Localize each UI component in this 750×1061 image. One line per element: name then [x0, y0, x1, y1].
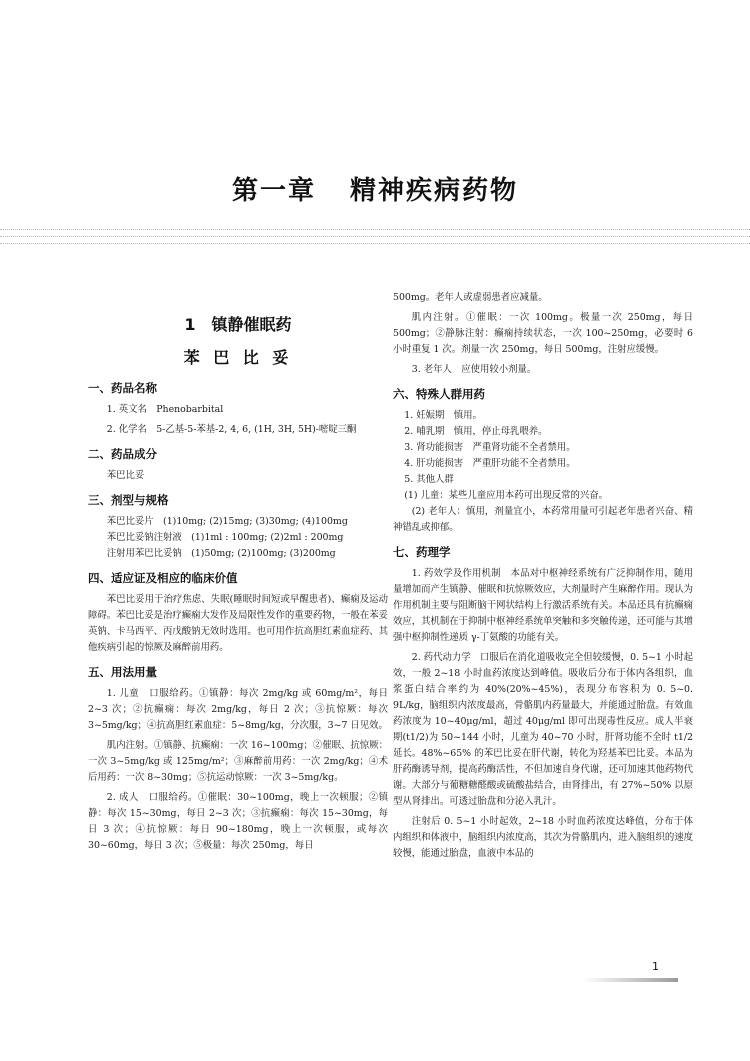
dosage-adult-im: 肌内注射。①催眠：一次 100mg。极量一次 250mg，每日 500mg；②静脉注射：癫痫持续状态，一次 100~250mg，必要时 6 小时重复 1 次。剂量一次 250mg，每日 500mg，注射应缓慢。 [393, 312, 693, 355]
ingredient-text: 苯巴比妥 [106, 470, 145, 481]
dosage-adult-oral: 2. 成人 口服给药。①催眠：30~100mg，晚上一次顿服；②镇静：每次 15~30mg，每日 2~3 次；③抗癫痫：每次 15~30mg，每日 3 次；④抗惊厥：每日 90~180mg，晚上一次顿服，或每次 30~60mg，每日 3 次；⑤极量：每次 250mg，每日 [88, 792, 388, 851]
right-column [393, 290, 693, 866]
indications-text: 苯巴比妥用于治疗焦虑、失眠(睡眠时间短或早醒患者)、癫痫及运动障碍。苯巴比妥是治疗癫痫大发作及局限性发作的重要药物，一般在苯妥英钠、卡马西平、丙戊酸钠无效时选用。也可用作抗高胆红素血症药、其他疾病引起的惊厥及麻醉前用药。 [88, 594, 389, 653]
header-rule [0, 243, 750, 244]
pharmacokinetics-text: 2. 药代动力学 口服后在消化道吸收完全但较缓慢，0. 5~1 小时起效，一般 2~18 小时血药浓度达到峰值。吸收后分布于体内各组织，血浆蛋白结合率约为 40%(20%~45%)，表现分布容积为 0. 5~0. 9L/kg，脑组织内浓度最高，骨骼肌内药量最大，并能通过胎盘。有效血药浓度为 10~40μg/ml，超过 40μg/ml 即可出现毒性反应。成人半衰期(t1/2)为 50~144 小时，儿童为 40~70 小时，肝肾功能不全时 t1/2 延长。48%~65% 的苯巴比妥在肝代谢，转化为羟基苯巴比妥。本品为肝药酶诱导剂，提高药酶活性，不但加速自身代谢，还可加速其他药物代谢。大部分与葡糖糖醛酸或硫酸盐结合，由肾排出，有 27%~50% 以原型从肾排出。可透过胎盘和分泌入乳汁。 [393, 652, 694, 807]
heading-pharmacology: 七、药理学 [393, 545, 451, 559]
heading-ingredients: 二、药品成分 [88, 447, 157, 461]
heading-indications: 四、适应证及相应的临床价值 [88, 571, 238, 585]
drug-chemical-name: 2. 化学名 5-乙基-5-苯基-2, 4, 6, (1H, 3H, 5H)-嘧啶三酮 [106, 424, 357, 435]
dosage-elderly: 3. 老年人 应使用较小剂量。 [411, 364, 537, 375]
heading-forms: 三、剂型与规格 [88, 493, 169, 507]
pharmacodynamics-text: 1. 药效学及作用机制 本品对中枢神经系统有广泛抑制作用，随用量增加而产生镇静、催眠和抗惊厥效应，大剂量时产生麻醉作用。现认为作用机制主要与阻断脑干网状结构上行激活系统有关。本品还具有抗癫痫效应，其机制在于抑制中枢神经系统单突触和多突触传递，还可能与其增强中枢抑制性递质 γ-丁氨酸的功能有关。 [393, 568, 694, 643]
heading-special-populations: 六、特殊人群用药 [393, 387, 485, 401]
heading-drug-name: 一、药品名称 [88, 381, 157, 395]
page-number-bar [583, 978, 678, 982]
dosage-child-im: 肌内注射。①镇静、抗癫痫：一次 16~100mg；②催眠、抗惊厥：一次 3~5mg/kg 或 125mg/m²；③麻醉前用药：一次 2mg/kg；④术后用药：一次 8~30mg；⑤抗运动惊厥：一次 3~5mg/kg。 [88, 740, 388, 783]
injection-kinetics-text: 注射后 0. 5~1 小时起效，2~18 小时血药浓度达峰值，分布于体内组织和体液中，脑组织内浓度高，其次为骨骼肌内，进入脑组织的速度较慢，能通过胎盘，血液中本品的 [393, 816, 694, 859]
chapter-number: 第一章 [231, 176, 316, 206]
special-hepatic: 4. 肝功能损害 严重肝功能不全者禁用。 [404, 458, 576, 469]
dosage-adult-cont: 500mg。老年人或虚弱患者应减量。 [393, 292, 548, 303]
drug-title: 苯 巴 比 妥 [183, 348, 293, 367]
left-column [88, 290, 388, 858]
chapter-name: 精神疾病药物 [350, 176, 519, 206]
dosage-child-oral: 1. 儿童 口服给药。①镇静：每次 2mg/kg 或 60mg/m²，每日 2~3 次；②抗癫痫：每次 2mg/kg，每日 2 次；③抗惊厥：每次 3~5mg/kg；④抗高胆红素血症：5~8mg/kg，分次服，3~7 日见效。 [88, 688, 388, 731]
header-rule [0, 236, 750, 237]
special-lactation: 2. 哺乳期 慎用，停止母乳喂养。 [404, 426, 548, 437]
special-renal: 3. 肾功能损害 严重肾功能不全者禁用。 [404, 442, 576, 453]
drug-english-name: 1. 英文名 Phenobarbital [106, 404, 224, 415]
form-injection: 苯巴比妥钠注射液 (1)1ml : 100mg; (2)2ml : 200mg [106, 532, 344, 543]
special-elderly: (2) 老年人：慎用，剂量宜小，本药常用量可引起老年患者兴奋、精神错乱或抑郁。 [393, 506, 693, 533]
chapter-title [0, 170, 750, 207]
special-other: 5. 其他人群 [404, 474, 454, 485]
header-rule [0, 229, 750, 230]
special-pregnancy: 1. 妊娠期 慎用。 [404, 410, 482, 421]
special-children: (1) 儿童：某些儿童应用本药可出现反常的兴奋。 [404, 490, 609, 501]
form-powder: 注射用苯巴比妥钠 (1)50mg; (2)100mg; (3)200mg [106, 548, 336, 559]
section-title: 1 镇静催眠药 [184, 315, 292, 334]
form-tablet: 苯巴比妥片 (1)10mg; (2)15mg; (3)30mg; (4)100mg [106, 516, 348, 527]
page-number: 1 [652, 960, 659, 973]
heading-dosage: 五、用法用量 [88, 665, 157, 679]
